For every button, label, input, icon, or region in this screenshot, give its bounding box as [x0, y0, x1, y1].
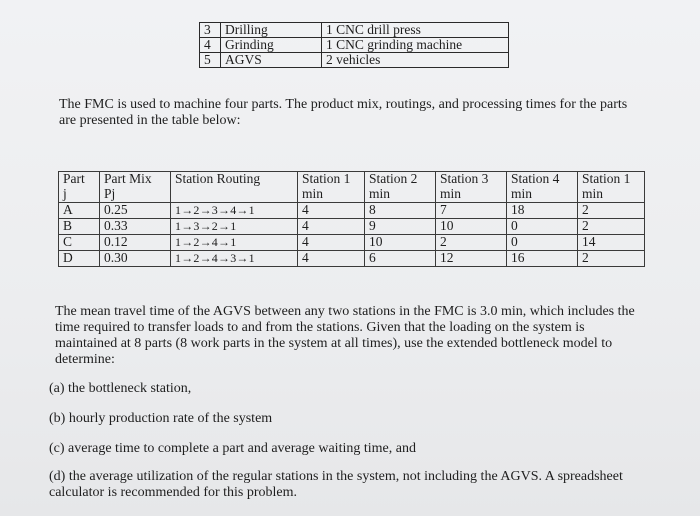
station-number: 5	[200, 53, 221, 68]
routing-cell: 1→2→4→1	[171, 235, 298, 251]
station-table	[199, 22, 509, 68]
time-cell: 14	[578, 235, 645, 251]
column-header: Part Mix	[100, 172, 171, 188]
time-cell: 2	[578, 251, 645, 267]
intro-paragraph: The FMC is used to machine four parts. The product mix, routings, and processing times for the parts are presented in the table below:	[59, 97, 628, 128]
time-cell: 0	[507, 219, 578, 235]
column-header: Station 4	[507, 172, 578, 188]
question-a: (a) the bottleneck station,	[49, 381, 192, 396]
time-cell: 4	[298, 235, 365, 251]
table-row	[59, 251, 645, 267]
table-row	[59, 219, 645, 235]
time-cell: 2	[436, 235, 507, 251]
time-cell: 7	[436, 203, 507, 219]
station-description: 1 CNC drill press	[322, 23, 509, 38]
time-cell: 10	[436, 219, 507, 235]
table-row	[200, 53, 509, 68]
column-header: Part	[59, 172, 100, 188]
question-c: (c) average time to complete a part and average waiting time, and	[49, 441, 416, 456]
time-cell: 9	[365, 219, 436, 235]
time-cell: 18	[507, 203, 578, 219]
column-header: Station 3	[436, 172, 507, 188]
station-name: Drilling	[221, 23, 322, 38]
station-description: 1 CNC grinding machine	[322, 38, 509, 53]
time-cell: 8	[365, 203, 436, 219]
table-header-row	[59, 172, 645, 188]
problem-paragraph: The mean travel time of the AGVS between any two stations in the FMC is 3.0 min, which includes the time required to transfer loads to and from the stations. Given that the loading on the system is maintained at 8 parts (8 work parts in the system at all times), use the extended bottleneck model to determine:	[55, 304, 635, 367]
time-cell: 4	[298, 251, 365, 267]
question-b: (b) hourly production rate of the system	[49, 411, 273, 426]
station-name: Grinding	[221, 38, 322, 53]
column-subheader	[171, 187, 298, 203]
column-header: Station 1	[298, 172, 365, 188]
column-subheader: min	[507, 187, 578, 203]
time-cell: 4	[298, 203, 365, 219]
routing-cell: 1→2→3→4→1	[171, 203, 298, 219]
table-row	[200, 38, 509, 53]
routing-cell: 1→3→2→1	[171, 219, 298, 235]
parts-table	[58, 171, 645, 267]
part-cell: C	[59, 235, 100, 251]
column-header: Station Routing	[171, 172, 298, 188]
time-cell: 6	[365, 251, 436, 267]
column-subheader: min	[298, 187, 365, 203]
column-subheader: min	[578, 187, 645, 203]
time-cell: 2	[578, 203, 645, 219]
time-cell: 0	[507, 235, 578, 251]
time-cell: 12	[436, 251, 507, 267]
station-name: AGVS	[221, 53, 322, 68]
column-header: Station 2	[365, 172, 436, 188]
mix-cell: 0.12	[100, 235, 171, 251]
station-number: 3	[200, 23, 221, 38]
table-row	[59, 203, 645, 219]
part-cell: A	[59, 203, 100, 219]
question-d: (d) the average utilization of the regular stations in the system, not including the AGVS. A spreadsheet calculator is recommended for this problem.	[49, 469, 623, 500]
column-subheader: min	[365, 187, 436, 203]
part-cell: D	[59, 251, 100, 267]
time-cell: 10	[365, 235, 436, 251]
time-cell: 4	[298, 219, 365, 235]
time-cell: 2	[578, 219, 645, 235]
column-subheader: min	[436, 187, 507, 203]
part-cell: B	[59, 219, 100, 235]
station-description: 2 vehicles	[322, 53, 509, 68]
mix-cell: 0.33	[100, 219, 171, 235]
routing-cell: 1→2→4→3→1	[171, 251, 298, 267]
station-number: 4	[200, 38, 221, 53]
column-subheader: j	[59, 187, 100, 203]
mix-cell: 0.30	[100, 251, 171, 267]
mix-cell: 0.25	[100, 203, 171, 219]
table-subheader-row	[59, 187, 645, 203]
table-row	[59, 235, 645, 251]
time-cell: 16	[507, 251, 578, 267]
table-row	[200, 23, 509, 38]
column-subheader: Pj	[100, 187, 171, 203]
column-header: Station 1	[578, 172, 645, 188]
